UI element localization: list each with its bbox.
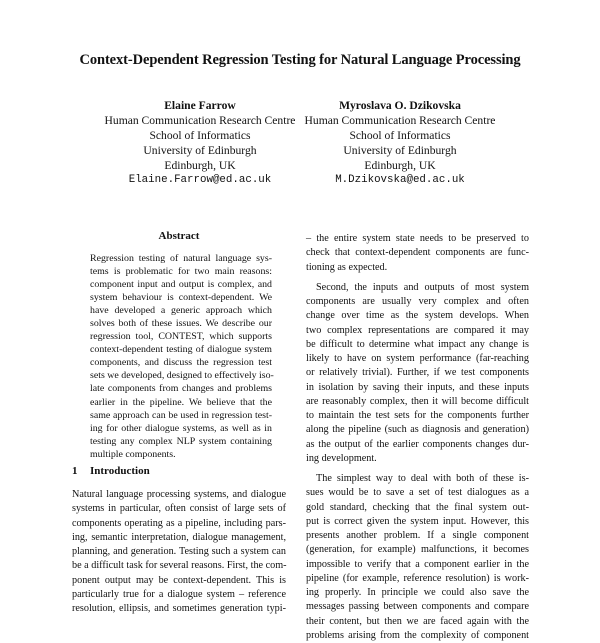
text-line: tems is problematic for two main reasons: [90, 266, 272, 278]
text-line: problems arising from the complexity of component [306, 629, 529, 641]
text-line: be a difficult task for several reasons. First, the com- [72, 560, 287, 572]
author-affiliation: School of Informatics [349, 129, 451, 142]
text-line: testing any complex NLP system containing [90, 435, 272, 447]
author-affiliation: School of Informatics [149, 129, 251, 142]
abstract-text [90, 252, 272, 461]
text-line: system behaviour is context-dependent. We [90, 292, 272, 304]
text-line: impossible to verify that a component earlier in the [306, 558, 529, 570]
text-line: Second, the inputs and outputs of most system [316, 281, 529, 293]
author-email: M.Dzikovska@ed.ac.uk [335, 174, 465, 186]
text-line: presents another problem. If a single component [306, 530, 529, 541]
section-number: 1 [72, 465, 78, 477]
text-line: earlier in the pipeline. We believe that the [90, 396, 272, 408]
text-line: multiple components. [90, 448, 176, 460]
paper-title: Context-Dependent Regression Testing for Natural Language Processing [79, 52, 521, 68]
text-line: Natural language processing systems, and dialogue [72, 489, 286, 500]
author-affiliation: Human Communication Research Centre [104, 114, 296, 127]
text-line: tioning as expected. [306, 261, 388, 273]
text-line: same approach can be used in regression test- [90, 409, 272, 421]
text-line: as the output of the earlier components changes dur- [306, 438, 529, 450]
text-line: components, and discuss the regression test [90, 357, 272, 369]
author-affiliation: University of Edinburgh [343, 144, 457, 157]
text-line: (generation, for example) malfunctions, it becomes [306, 544, 529, 556]
text-line: or relatively trivial). Further, if we test components [306, 367, 529, 379]
text-line: solves both of these issues. We describe our [90, 318, 272, 330]
text-line: planning, and generation. Testing such a system can [72, 546, 286, 557]
text-line: along the pipeline (such as diagnosis and generation) [306, 424, 529, 436]
text-line: check that context-dependent components are func- [306, 247, 529, 259]
abstract-heading: Abstract [158, 230, 200, 242]
author-affiliation: Edinburgh, UK [164, 159, 236, 172]
text-line: systems in particular, often consist of large sets of [72, 503, 286, 515]
section-heading [72, 465, 150, 477]
author-block-1 [95, 98, 305, 188]
text-line: ing development. [306, 452, 377, 464]
section-title: Introduction [90, 465, 150, 477]
text-line: in isolation by saving their inputs, and these inputs [306, 381, 529, 393]
text-line: Regression testing of natural language sys- [90, 253, 272, 264]
text-line: component input and output is complex, and [90, 279, 272, 291]
text-line: The simplest way to deal with both of these is- [316, 473, 529, 484]
text-line: pipeline (for example, reference resolution) is work- [306, 572, 529, 584]
text-line: ponent output may be context-dependent. This is [72, 574, 286, 586]
author-block-2 [297, 98, 503, 188]
intro-column-right [306, 232, 529, 643]
text-line: have developed a generic approach which [90, 305, 272, 317]
text-line: components operating as a pipeline, including pars- [72, 517, 286, 529]
author-affiliation: Edinburgh, UK [364, 159, 436, 172]
text-line: – the entire system state needs to be preserved to [306, 233, 529, 244]
text-line: two complex representations are compared it may [306, 324, 529, 336]
text-line: messages passing between components and compare [306, 601, 529, 613]
author-email: Elaine.Farrow@ed.ac.uk [128, 174, 272, 186]
text-line: put is correct given the system input. However, this [306, 515, 529, 527]
text-line: be difficult to determine what impact any change is [306, 338, 529, 350]
text-line: gold standard, checking that the final system out- [306, 501, 529, 513]
text-line: likely to have on system performance (far-reaching [306, 353, 529, 364]
intro-column-left [72, 488, 286, 616]
text-line: change over time as the system develops. When [306, 310, 529, 322]
text-line: late components from changes and problems [90, 383, 272, 395]
text-line: to maintain the test sets for the components further [306, 410, 529, 421]
author-name: Elaine Farrow [164, 99, 236, 112]
text-line: their content, but then we are faced again with the [306, 615, 529, 627]
text-line: particularly true for a dialogue system – reference [72, 588, 286, 600]
text-line: resolution, ellipsis, and sometimes generation typi- [72, 603, 286, 614]
author-name: Myroslava O. Dzikovska [339, 99, 461, 112]
author-affiliation: University of Edinburgh [143, 144, 257, 157]
text-line: sues would be to save a set of test dialogues as a [306, 487, 529, 499]
text-line: ing, semantic interpretation, dialogue management, [72, 531, 286, 543]
author-affiliation: Human Communication Research Centre [304, 114, 496, 127]
text-line: components are usually very complex and often [306, 296, 529, 307]
text-line: sets we developed, designed to effectively iso- [90, 370, 274, 382]
text-line: ing properly. In principle we could also save the [306, 587, 529, 598]
text-line: ing for other dialogue systems, as well as in [90, 422, 272, 434]
text-line: are reasonably complex, then it will become difficult [306, 395, 529, 407]
text-line: regression tool, CONTEST, which supports [90, 331, 272, 343]
text-line: context-dependent testing of dialogue system [90, 344, 272, 356]
